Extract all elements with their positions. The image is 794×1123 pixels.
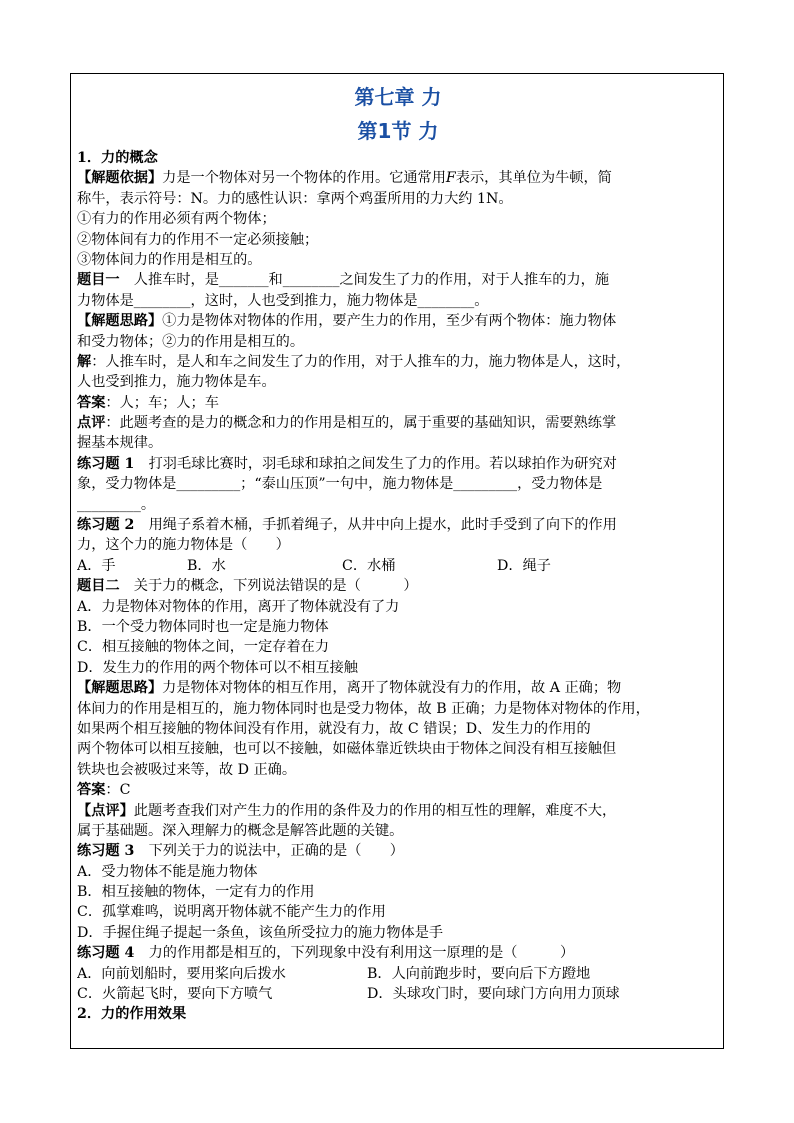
exercise-1-line-3: _________。 xyxy=(77,496,156,513)
exercise-4-option-d: D．头球攻门时，要向球门方向用力顶球 xyxy=(367,986,620,1003)
worksheet-content xyxy=(77,80,719,1025)
exercise-3-option-b: B．相互接触的物体，一定有力的作用 xyxy=(77,884,315,901)
exercise-1-line-1 xyxy=(77,454,719,474)
q1-answer-text: ：人；车；人；车 xyxy=(105,394,219,411)
exercise-2-options xyxy=(77,556,719,576)
section-title: 第1节 力 xyxy=(357,119,439,143)
question-1-line-2: 力物体是________，这时，人也受到推力，施力物体是________。 xyxy=(77,292,489,309)
exercise-4-stem xyxy=(77,943,719,963)
exercise-2-option-b: B．水 xyxy=(187,557,226,574)
exercise-4-option-b: B．人向前跑步时，要向后下方蹬地 xyxy=(367,965,591,982)
q1-answer xyxy=(77,393,719,413)
q1-idea-line-2: 和受力物体；②力的作用是相互的。 xyxy=(77,333,305,350)
q2-comment-line-1 xyxy=(77,801,719,821)
q1-idea-line-1 xyxy=(77,311,719,331)
exercise-4-options-row-2 xyxy=(77,984,719,1004)
q1-idea-tag: 【解题思路】 xyxy=(77,313,163,330)
q2-idea-line-1 xyxy=(77,678,719,698)
question-2-option-c: C．相互接触的物体之间，一定存着在力 xyxy=(77,639,330,656)
exercise-3-option-d: D．手握住绳子提起一条鱼，该鱼所受拉力的施力物体是手 xyxy=(77,924,444,941)
exercise-4-option-a: A．向前划船时，要用桨向后拨水 xyxy=(77,965,286,982)
basis-text-1: 力是一个物体对另一个物体的作用。它通常用 xyxy=(162,170,446,187)
exercise-1-text: 打羽毛球比赛时，羽毛球和球拍之间发生了力的作用。若以球拍作为研究对 xyxy=(134,455,617,472)
q1-comment-line-1 xyxy=(77,413,719,433)
exercise-2-line-1 xyxy=(77,515,719,535)
exercise-3-option-c: C．孤掌难鸣，说明离开物体就不能产生力的作用 xyxy=(77,904,386,921)
q2-answer xyxy=(77,780,719,800)
exercise-2-label: 练习题 2 xyxy=(77,517,135,534)
chapter-title: 第七章 力 xyxy=(354,85,442,109)
question-2-option-d: D．发生力的作用的两个物体可以不相互接触 xyxy=(77,659,358,676)
q1-answer-label: 答案 xyxy=(77,394,106,411)
exercise-2-line-2: 力，这个力的施力物体是（ ） xyxy=(77,537,290,554)
question-1-label: 题目一 xyxy=(77,272,120,289)
exercise-2-option-a: A．手 xyxy=(77,557,116,574)
question-1-line-1 xyxy=(77,270,719,290)
q2-comment-line-2: 属于基础题。深入理解力的概念是解答此题的关键。 xyxy=(77,822,404,839)
exercise-1-label: 练习题 1 xyxy=(77,455,135,472)
q1-solution-label: 解 xyxy=(77,353,92,370)
q2-idea-text: 力是物体对物体的相互作用，离开了物体就没有力的作用，故 A 正确；物 xyxy=(162,680,622,697)
exercise-2-option-d: D．绳子 xyxy=(497,557,551,574)
q1-solution-line-1 xyxy=(77,352,719,372)
heading-force-effect: 2．力的作用效果 xyxy=(77,1006,187,1023)
heading-force-concept: 1．力的概念 xyxy=(77,150,158,166)
exercise-4-options-row-1 xyxy=(77,964,719,984)
exercise-4-text: 力的作用都是相互的，下列现象中没有利用这一原理的是（ ） xyxy=(134,945,575,962)
q1-comment-line-2: 握基本规律。 xyxy=(77,435,163,452)
q1-comment-text: ：此题考查的是力的概念和力的作用是相互的，属于重要的基础知识，需要熟练掌 xyxy=(105,415,617,432)
question-2-label: 题目二 xyxy=(77,578,120,595)
exercise-1-line-2: 象，受力物体是_________；“泰山压顶”一句中，施力物体是_________，受力物体是 xyxy=(77,476,603,493)
basis-tag: 【解题依据】 xyxy=(77,170,163,187)
exercise-2-option-c: C．水桶 xyxy=(342,557,396,574)
q2-answer-label: 答案 xyxy=(77,782,106,799)
question-2-stem xyxy=(77,576,719,596)
basis-text-2: 表示，其单位为牛顿，简 xyxy=(455,170,612,187)
point-1: ①有力的作用必须有两个物体； xyxy=(77,211,276,228)
q1-comment-label: 点评 xyxy=(77,415,106,432)
exercise-4-option-c: C．火箭起飞时，要向下方喷气 xyxy=(77,986,273,1003)
q1-idea-text: ①力是物体对物体的作用，要产生力的作用，至少有两个物体：施力物体 xyxy=(162,313,617,330)
q2-idea-line-2: 体间力的作用是相互的，施力物体同时也是受力物体，故 B 正确；力是物体对物体的作用， xyxy=(77,700,650,717)
exercise-3-stem xyxy=(77,841,719,861)
exercise-3-label: 练习题 3 xyxy=(77,843,135,860)
question-2-option-a: A．力是物体对物体的作用，离开了物体就没有了力 xyxy=(77,598,400,615)
point-3: ③物体间力的作用是相互的。 xyxy=(77,251,262,268)
point-2: ②物体间有力的作用不一定必须接触； xyxy=(77,231,319,248)
q1-solution-line-2: 人也受到推力，施力物体是车。 xyxy=(77,374,276,391)
exercise-4-label: 练习题 4 xyxy=(77,945,135,962)
q2-idea-tag: 【解题思路】 xyxy=(77,680,163,697)
exercise-3-text: 下列关于力的说法中，正确的是（ ） xyxy=(134,843,404,860)
q2-comment-tag: 【点评】 xyxy=(77,802,134,819)
q2-comment-text: 此题考查我们对产生力的作用的条件及力的作用的相互性的理解，难度不大， xyxy=(133,802,617,819)
force-symbol: F xyxy=(445,170,456,187)
basis-line-2: 称牛，表示符号：N。力的感性认识：拿两个鸡蛋所用的力大约 1N。 xyxy=(77,190,513,207)
question-2-text: 关于力的概念，下列说法错误的是（ ） xyxy=(119,578,418,595)
exercise-3-option-a: A．受力物体不能是施力物体 xyxy=(77,863,258,880)
q2-idea-line-4: 两个物体可以相互接触，也可以不接触，如磁体靠近铁块由于物体之间没有相互接触但 xyxy=(77,741,617,758)
q2-idea-line-5: 铁块也会被吸过来等，故 D 正确。 xyxy=(77,761,297,778)
q2-answer-text: ：C xyxy=(105,782,131,799)
q2-idea-line-3: 如果两个相互接触的物体间没有作用，就没有力，故 C 错误；D、发生力的作用的 xyxy=(77,720,591,737)
question-1-text-1: 人推车时，是_______和________之间发生了力的作用，对于人推车的力，施 xyxy=(119,272,610,289)
basis-line-1 xyxy=(77,168,719,188)
question-2-option-b: B．一个受力物体同时也一定是施力物体 xyxy=(77,618,329,635)
q1-solution-text: ：人推车时，是人和车之间发生了力的作用，对于人推车的力，施力物体是人，这时， xyxy=(91,353,631,370)
exercise-2-text: 用绳子系着木桶，手抓着绳子，从井中向上提水，此时手受到了向下的作用 xyxy=(134,517,617,534)
